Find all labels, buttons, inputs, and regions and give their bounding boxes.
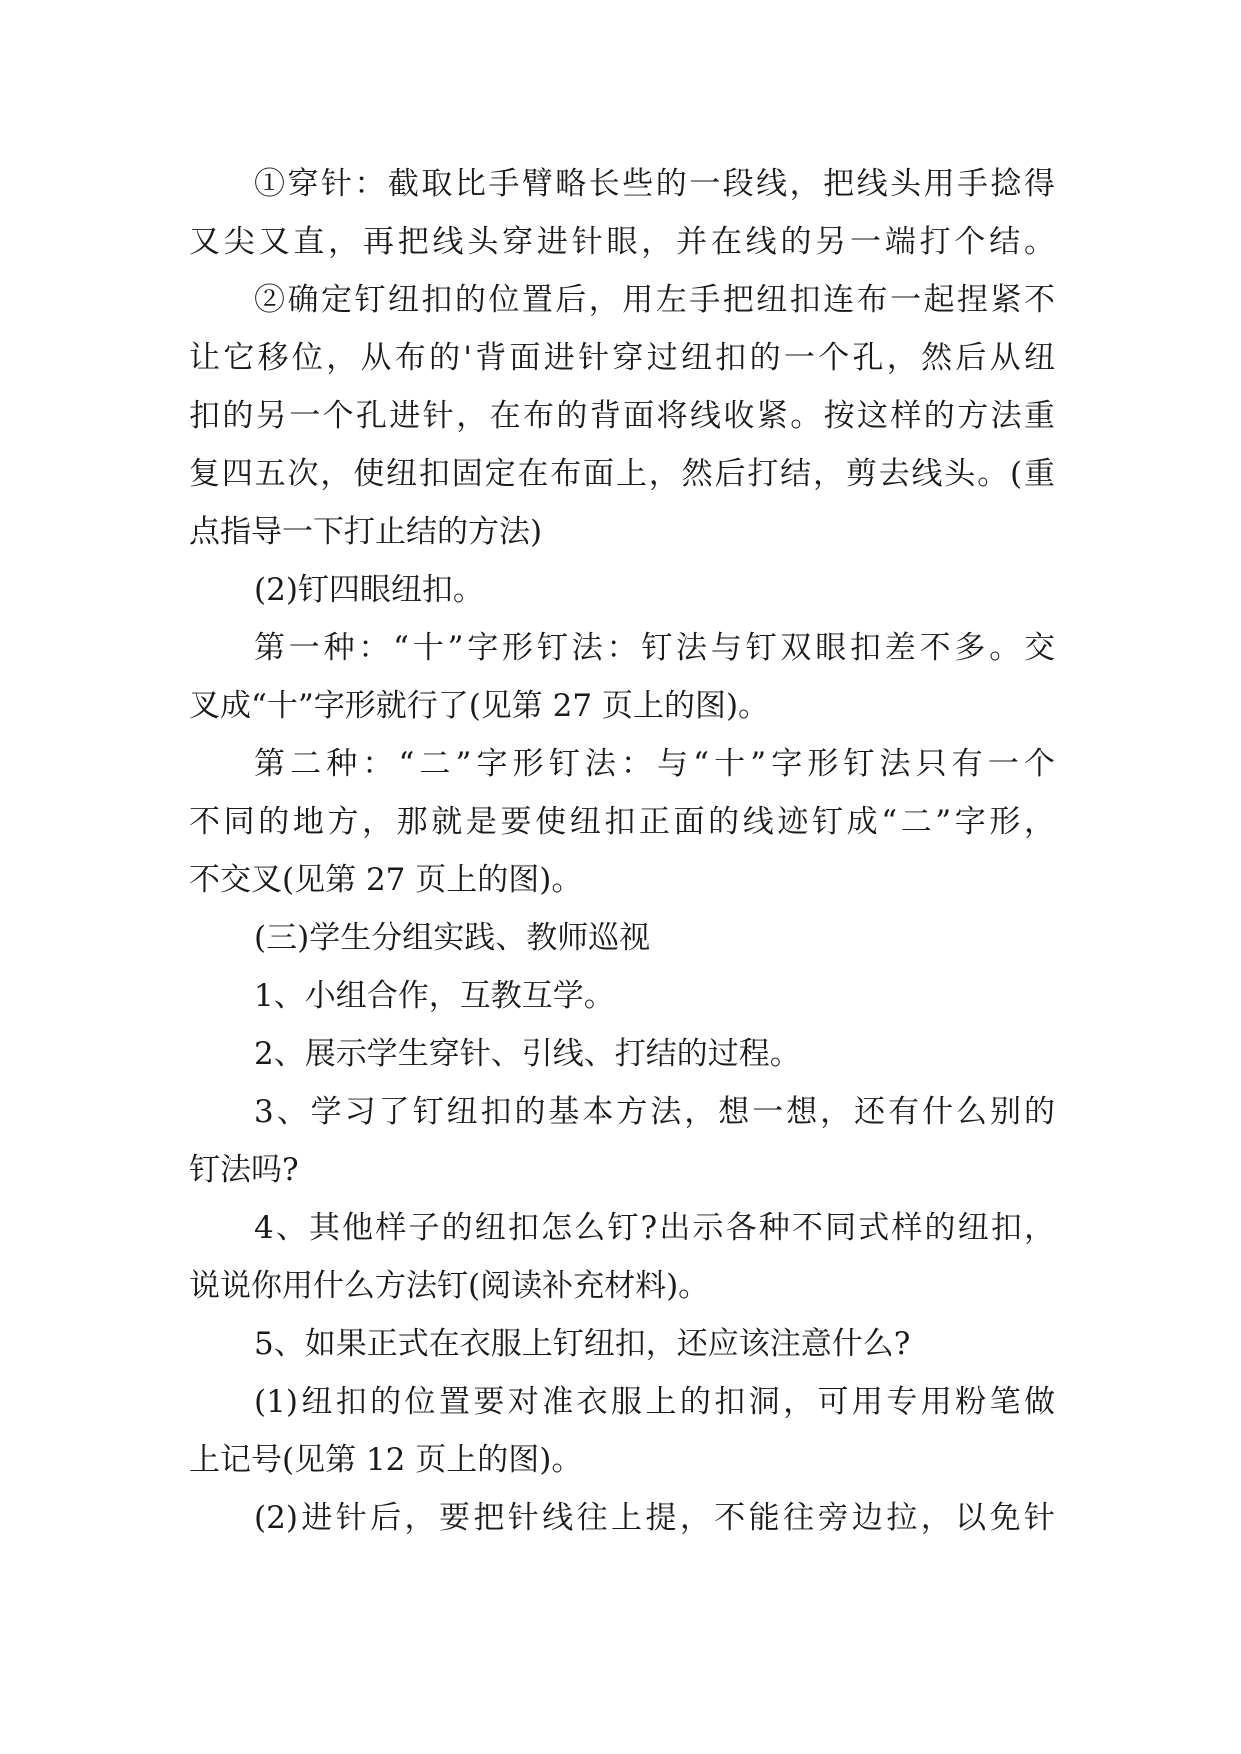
text-line: 2、展示学生穿针、引线、打结的过程。 (254, 1036, 801, 1072)
text-line: (2)钉四眼纽扣。 (254, 572, 484, 608)
text-line: 钉法吗? (189, 1152, 299, 1188)
text-line: 不同的地方，那就是要使纽扣正面的线迹钉成“二”字形， (189, 804, 1055, 840)
text-line: (1)纽扣的位置要对准衣服上的扣洞，可用专用粉笔做 (254, 1384, 1055, 1420)
text-line: 上记号(见第 12 页上的图)。 (189, 1442, 583, 1478)
text-line: 1、小组合作，互教互学。 (254, 978, 615, 1014)
text-line: 叉成“十”字形就行了(见第 27 页上的图)。 (189, 688, 770, 724)
text-line: 说说你用什么方法钉(阅读补充材料)。 (189, 1268, 710, 1304)
text-line: 让它移位，从布的'背面进针穿过纽扣的一个孔，然后从纽 (189, 340, 1055, 376)
text-line: ①穿针：截取比手臂略长些的一段线，把线头用手捻得 (254, 166, 1055, 202)
text-line: 第二种：“二”字形钉法：与“十”字形钉法只有一个 (254, 746, 1055, 782)
text-line: 第一种：“十”字形钉法：钉法与钉双眼扣差不多。交 (254, 630, 1055, 666)
text-line: 复四五次，使纽扣固定在布面上，然后打结，剪去线头。(重 (189, 456, 1055, 492)
text-line: 4、其他样子的纽扣怎么钉?出示各种不同式样的纽扣， (254, 1210, 1055, 1246)
text-line: 扣的另一个孔进针，在布的背面将线收紧。按这样的方法重 (189, 398, 1055, 434)
text-line: 又尖又直，再把线头穿进针眼，并在线的另一端打个结。 (189, 224, 1055, 260)
text-line: ②确定钉纽扣的位置后，用左手把纽扣连布一起捏紧不 (254, 282, 1055, 318)
text-line: (2)进针后，要把针线往上提，不能往旁边拉，以免针 (254, 1500, 1055, 1536)
text-line: 5、如果正式在衣服上钉纽扣，还应该注意什么? (254, 1326, 911, 1362)
text-line: 不交叉(见第 27 页上的图)。 (189, 862, 583, 898)
document-body (189, 155, 1055, 1547)
section-heading: (三)学生分组实践、教师巡视 (254, 920, 651, 956)
text-line: 点指导一下打止结的方法) (189, 514, 543, 550)
text-line: 3、学习了钉纽扣的基本方法，想一想，还有什么别的 (254, 1094, 1055, 1130)
